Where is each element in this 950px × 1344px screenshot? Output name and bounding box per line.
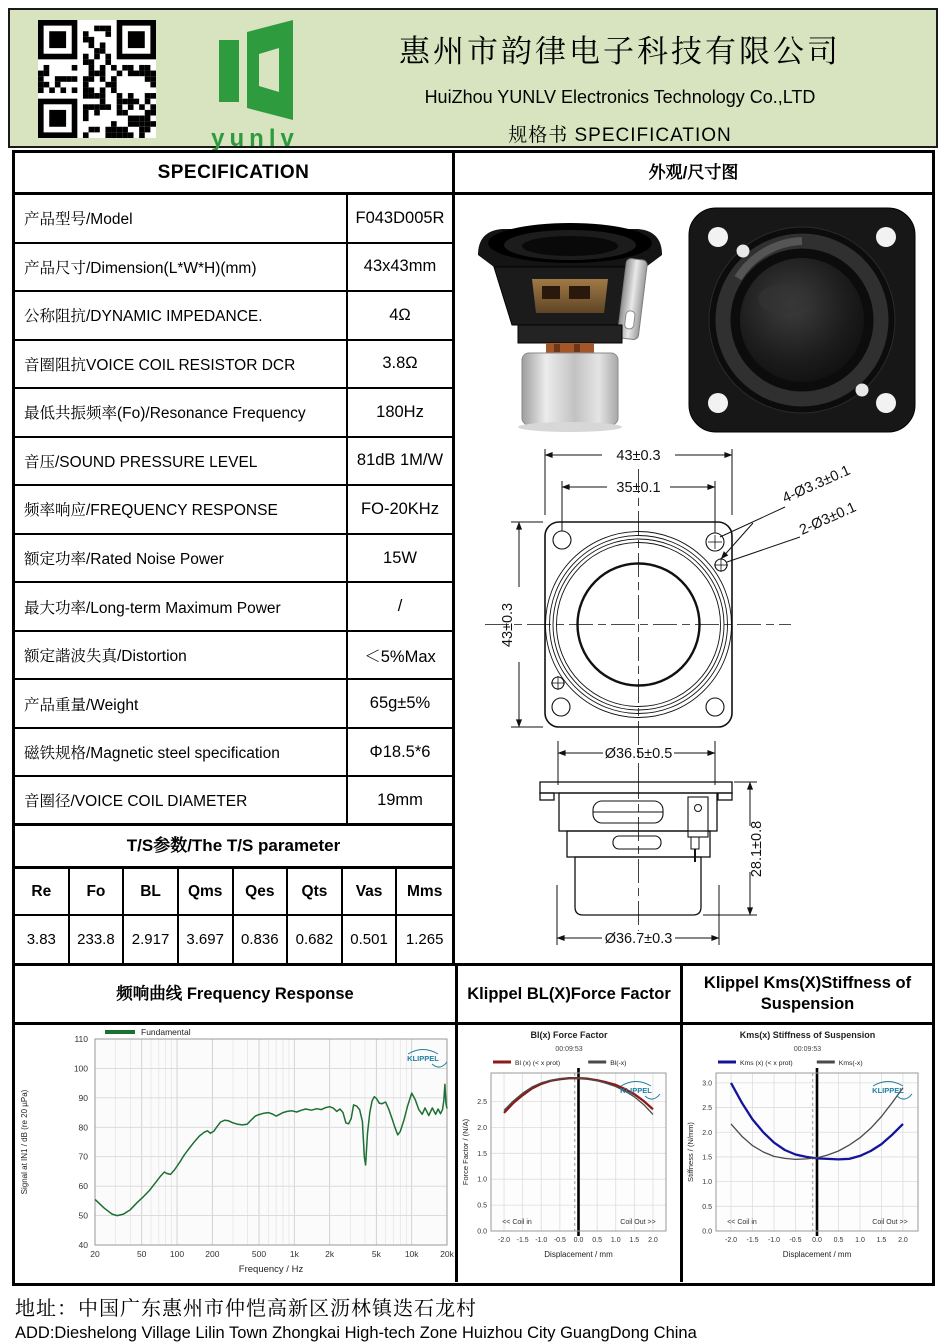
coil-out-label: Coil Out >> bbox=[872, 1219, 908, 1226]
qr-module bbox=[150, 121, 156, 127]
row-label: 音圈径/VOICE COIL DIAMETER bbox=[24, 793, 248, 811]
x-axis-label: Displacement / mm bbox=[544, 1250, 613, 1259]
qr-module bbox=[38, 87, 44, 93]
ts-header: Qes bbox=[234, 869, 289, 916]
qr-module bbox=[134, 71, 140, 77]
legend-label: Kms (x) (< x prot) bbox=[740, 1060, 793, 1067]
callout-pilot-holes: 2-Ø3±0.1 bbox=[797, 499, 859, 539]
ts-header: Qms bbox=[179, 869, 234, 916]
qr-module bbox=[83, 59, 89, 65]
ts-value: 0.501 bbox=[343, 916, 398, 963]
y-tick-label: 0.0 bbox=[477, 1228, 487, 1236]
company-name-cn: 惠州市韵律电子科技有限公司 bbox=[399, 34, 841, 69]
qr-module bbox=[139, 116, 145, 122]
row-label: 额定功率/Rated Noise Power bbox=[24, 551, 224, 569]
qr-module bbox=[150, 110, 156, 116]
qr-module bbox=[100, 104, 106, 110]
x-tick-label: 500 bbox=[251, 1249, 267, 1259]
qr-module bbox=[83, 110, 89, 116]
qr-module bbox=[83, 93, 89, 99]
qr-module bbox=[100, 48, 106, 54]
qr-module bbox=[111, 121, 117, 127]
bl-force-factor-panel bbox=[458, 966, 683, 1282]
frequency-response-panel bbox=[15, 966, 458, 1282]
qr-module bbox=[94, 26, 100, 32]
y-tick-label: 1.5 bbox=[477, 1150, 487, 1158]
qr-module bbox=[44, 82, 50, 88]
qr-module bbox=[89, 42, 95, 48]
table-row bbox=[15, 729, 452, 778]
ts-parameter-table bbox=[15, 869, 452, 963]
side-view-dim-labels bbox=[605, 821, 765, 947]
qr-module bbox=[134, 116, 140, 122]
qr-module bbox=[89, 65, 95, 71]
logo-wordmark: yunlv bbox=[211, 125, 299, 152]
qr-module bbox=[150, 71, 156, 77]
company-logo bbox=[200, 18, 310, 152]
qr-module bbox=[100, 76, 106, 82]
qr-module bbox=[38, 82, 44, 88]
qr-module bbox=[150, 76, 156, 82]
qr-module bbox=[145, 116, 151, 122]
qr-module bbox=[134, 121, 140, 127]
frequency-response-chart bbox=[15, 1025, 455, 1282]
table-row bbox=[15, 583, 452, 632]
qr-module bbox=[89, 37, 95, 43]
qr-module bbox=[111, 82, 117, 88]
qr-module bbox=[83, 31, 89, 37]
qr-module bbox=[83, 104, 89, 110]
side-view-drawing bbox=[540, 775, 732, 931]
qr-module bbox=[139, 132, 145, 138]
company-name-en: HuiZhou YUNLV Electronics Technology Co.,LTD bbox=[424, 87, 816, 107]
qr-module bbox=[139, 127, 145, 133]
ts-value: 3.697 bbox=[179, 916, 234, 963]
specification-panel bbox=[15, 153, 455, 963]
row-value: 180Hz bbox=[346, 389, 452, 436]
table-row bbox=[15, 777, 452, 826]
x-tick-label: 0.0 bbox=[573, 1237, 584, 1244]
ts-value: 2.917 bbox=[124, 916, 179, 963]
main-content-box bbox=[12, 150, 935, 1286]
qr-module bbox=[38, 71, 44, 77]
qr-module bbox=[83, 76, 89, 82]
bl-chart-title: Klippel BL(X)Force Factor bbox=[458, 966, 680, 1025]
qr-module bbox=[38, 76, 44, 82]
qr-module bbox=[105, 132, 111, 138]
qr-code bbox=[38, 20, 156, 138]
table-row bbox=[15, 389, 452, 438]
qr-module bbox=[100, 71, 106, 77]
kms-stiffness-chart bbox=[683, 1025, 932, 1282]
y-tick-label: 2.5 bbox=[477, 1098, 487, 1106]
qr-module bbox=[83, 37, 89, 43]
kms-stiffness-panel bbox=[683, 966, 932, 1282]
dimension-drawing bbox=[455, 445, 932, 963]
company-header bbox=[8, 8, 938, 152]
table-row bbox=[15, 195, 452, 244]
y-tick-label: 100 bbox=[73, 1063, 88, 1074]
row-value: ＜5%Max bbox=[346, 632, 452, 679]
ts-parameter-title: T/S参数/The T/S parameter bbox=[15, 826, 452, 869]
qr-module bbox=[44, 65, 50, 71]
qr-module bbox=[111, 65, 117, 71]
table-row bbox=[15, 486, 452, 535]
qr-module bbox=[117, 99, 123, 105]
qr-module bbox=[105, 127, 111, 133]
qr-module bbox=[117, 132, 123, 138]
table-row bbox=[15, 680, 452, 729]
product-photos bbox=[455, 195, 932, 445]
qr-module bbox=[145, 65, 151, 71]
address-en: ADD:Dieshelong Village Lilin Town Zhongkai High-tech Zone Huizhou City GuangDong China bbox=[15, 1324, 697, 1342]
x-tick-label: 100 bbox=[169, 1249, 185, 1259]
qr-module bbox=[89, 59, 95, 65]
footer-address bbox=[15, 1292, 935, 1343]
qr-module bbox=[94, 71, 100, 77]
row-label: 频率响应/FREQUENCY RESPONSE bbox=[24, 502, 278, 520]
qr-module bbox=[150, 104, 156, 110]
bl-force-factor-chart bbox=[458, 1025, 680, 1282]
ts-header: Fo bbox=[70, 869, 125, 916]
y-axis-label: Signal at IN1 / dB (re 20 µPa) bbox=[20, 1089, 29, 1195]
dim-bottom-label: Ø36.7±0.3 bbox=[604, 931, 673, 947]
dim-cone-label: Ø36.5±0.5 bbox=[604, 746, 673, 762]
x-tick-label: 2k bbox=[325, 1249, 335, 1259]
ts-header: Re bbox=[15, 869, 70, 916]
qr-module bbox=[100, 87, 106, 93]
row-label: 最大功率/Long-term Maximum Power bbox=[24, 599, 281, 617]
qr-module bbox=[117, 110, 123, 116]
qr-module bbox=[128, 132, 134, 138]
side-photo-shapes bbox=[478, 223, 662, 432]
y-axis-label: Stiffness / (N/mm) bbox=[686, 1122, 695, 1182]
y-tick-label: 2.0 bbox=[702, 1129, 712, 1137]
x-tick-label: 0.5 bbox=[592, 1237, 602, 1244]
y-tick-label: 3.0 bbox=[702, 1080, 712, 1088]
qr-module bbox=[117, 93, 123, 99]
qr-module bbox=[145, 127, 151, 133]
ts-value: 1.265 bbox=[405, 931, 444, 948]
x-tick-label: 10k bbox=[404, 1249, 419, 1259]
row-label: 产品尺寸/Dimension(L*W*H)(mm) bbox=[24, 259, 257, 277]
address-cn: 地址：中国广东惠州市仲恺高新区沥林镇迭石龙村 bbox=[15, 1298, 477, 1320]
qr-module bbox=[100, 65, 106, 71]
row-label: 音圈阻抗VOICE COIL RESISTOR DCR bbox=[24, 356, 296, 374]
qr-module bbox=[55, 82, 61, 88]
x-tick-label: -1.0 bbox=[535, 1237, 548, 1244]
qr-module bbox=[94, 93, 100, 99]
qr-module bbox=[83, 132, 89, 138]
y-tick-label: 40 bbox=[78, 1240, 88, 1250]
x-axis-label: Frequency / Hz bbox=[238, 1264, 304, 1275]
legend-label: Bl (x) (< x prot) bbox=[515, 1060, 561, 1067]
row-label: 公称阻抗/DYNAMIC IMPEDANCE. bbox=[24, 308, 263, 326]
chart-subtitle: 00:09:53 bbox=[793, 1046, 822, 1053]
qr-module bbox=[128, 116, 134, 122]
x-tick-label: -2.0 bbox=[498, 1237, 511, 1244]
qr-module bbox=[100, 26, 106, 32]
row-label: 产品重量/Weight bbox=[24, 696, 139, 714]
qr-module bbox=[83, 87, 89, 93]
qr-module bbox=[139, 104, 145, 110]
ts-header: Vas bbox=[343, 869, 398, 916]
x-axis-label: Displacement / mm bbox=[782, 1250, 852, 1259]
qr-module bbox=[122, 132, 128, 138]
row-label: 磁铁规格/Magnetic steel specification bbox=[24, 745, 280, 763]
table-row bbox=[15, 535, 452, 584]
qr-module bbox=[44, 71, 50, 77]
coil-in-label: << Coil in bbox=[502, 1219, 532, 1226]
y-tick-label: 0.5 bbox=[477, 1202, 487, 1210]
qr-module bbox=[105, 104, 111, 110]
ts-header: Qts bbox=[288, 869, 343, 916]
dim-height-label: 43±0.3 bbox=[500, 602, 516, 648]
coil-in-label: << Coil in bbox=[727, 1219, 757, 1226]
qr-module bbox=[117, 127, 123, 133]
qr-module bbox=[89, 127, 95, 133]
header-text bbox=[320, 10, 920, 146]
spec-table bbox=[15, 195, 452, 826]
qr-module bbox=[111, 127, 117, 133]
qr-module bbox=[111, 132, 117, 138]
qr-module bbox=[100, 99, 106, 105]
qr-module bbox=[122, 110, 128, 116]
qr-module bbox=[150, 82, 156, 88]
speaker-side-photo bbox=[470, 203, 670, 438]
qr-module bbox=[94, 110, 100, 116]
x-tick-label: 200 bbox=[205, 1249, 220, 1259]
table-row bbox=[15, 632, 452, 681]
appearance-panel bbox=[455, 153, 932, 963]
speaker-front-photo bbox=[686, 203, 918, 438]
y-tick-label: 110 bbox=[74, 1034, 88, 1044]
coil-out-label: Coil Out >> bbox=[620, 1219, 656, 1226]
qr-module bbox=[94, 127, 100, 133]
ts-header: BL bbox=[124, 869, 179, 916]
y-tick-label: 70 bbox=[78, 1151, 88, 1162]
qr-module bbox=[139, 71, 145, 77]
qr-module bbox=[94, 104, 100, 110]
klippel-logo: KLIPPEL bbox=[872, 1086, 904, 1095]
qr-module bbox=[128, 121, 134, 127]
qr-module bbox=[105, 26, 111, 32]
x-tick-label: -2.0 bbox=[725, 1237, 738, 1244]
qr-module bbox=[145, 121, 151, 127]
row-value: 4Ω bbox=[346, 292, 452, 339]
chart-title: Bl(x) Force Factor bbox=[530, 1030, 608, 1040]
qr-module bbox=[117, 71, 123, 77]
row-value: 81dB 1M/W bbox=[346, 438, 452, 485]
y-tick-label: 1.5 bbox=[702, 1154, 712, 1162]
qr-module bbox=[100, 93, 106, 99]
qr-module bbox=[60, 76, 66, 82]
qr-module bbox=[89, 104, 95, 110]
qr-module bbox=[100, 42, 106, 48]
kms-chart-title: Klippel Kms(X)Stiffness of Suspension bbox=[683, 966, 932, 1025]
y-tick-label: 50 bbox=[78, 1210, 88, 1221]
spec-table-title: SPECIFICATION bbox=[15, 153, 452, 195]
qr-module bbox=[105, 54, 111, 60]
qr-module bbox=[105, 59, 111, 65]
ts-value: 0.682 bbox=[288, 916, 343, 963]
y-tick-label: 2.5 bbox=[702, 1105, 712, 1113]
dim-side-height-label: 28.1±0.8 bbox=[749, 820, 765, 878]
qr-module bbox=[145, 99, 151, 105]
qr-module bbox=[128, 71, 134, 77]
qr-module bbox=[128, 99, 134, 105]
speaker-logo-icon bbox=[205, 18, 305, 122]
x-tick-label: 1k bbox=[289, 1249, 299, 1259]
qr-module bbox=[72, 76, 78, 82]
y-tick-label: 2.0 bbox=[477, 1124, 487, 1132]
front-photo-shapes bbox=[689, 208, 915, 432]
plot-area bbox=[95, 1039, 447, 1245]
x-tick-label: -1.5 bbox=[746, 1237, 759, 1244]
qr-module bbox=[49, 87, 55, 93]
qr-module bbox=[89, 87, 95, 93]
y-tick-label: 80 bbox=[78, 1122, 88, 1133]
qr-module bbox=[105, 82, 111, 88]
row-value: FO-20KHz bbox=[346, 486, 452, 533]
qr-module bbox=[117, 104, 123, 110]
qr-module bbox=[139, 65, 145, 71]
x-tick-label: 1.5 bbox=[876, 1237, 887, 1244]
chart-title: Kms(x) Stiffness of Suspension bbox=[739, 1030, 876, 1040]
klippel-logo: KLIPPEL bbox=[407, 1054, 439, 1063]
x-tick-label: 2.0 bbox=[898, 1237, 908, 1244]
qr-module bbox=[128, 93, 134, 99]
x-tick-label: -1.5 bbox=[516, 1237, 529, 1244]
legend-label: Bl(-x) bbox=[610, 1060, 627, 1067]
qr-module bbox=[83, 54, 89, 60]
row-label: 额定諧波失真/Distortion bbox=[24, 648, 187, 666]
y-axis-label: Force Factor / (N/A) bbox=[461, 1118, 470, 1186]
row-value: Φ18.5*6 bbox=[346, 729, 452, 776]
x-tick-label: 0.5 bbox=[833, 1237, 844, 1244]
chart-subtitle: 00:09:53 bbox=[555, 1046, 583, 1053]
legend-label: Fundamental bbox=[141, 1027, 191, 1037]
x-tick-label: -1.0 bbox=[767, 1237, 781, 1244]
legend-label: Kms(-x) bbox=[838, 1060, 863, 1067]
y-tick-label: 0.5 bbox=[702, 1203, 712, 1211]
x-tick-label: 1.0 bbox=[610, 1237, 621, 1244]
qr-module bbox=[145, 76, 151, 82]
row-value: 65g±5% bbox=[346, 680, 452, 727]
qr-module bbox=[150, 93, 156, 99]
qr-module bbox=[94, 54, 100, 60]
qr-module bbox=[60, 87, 66, 93]
callout-mount-holes: 4-Ø3.3±0.1 bbox=[780, 462, 853, 507]
x-tick-label: 1.0 bbox=[855, 1237, 865, 1244]
qr-module bbox=[72, 65, 78, 71]
qr-module bbox=[55, 76, 61, 82]
qr-module bbox=[128, 65, 134, 71]
qr-module bbox=[72, 87, 78, 93]
y-tick-label: 60 bbox=[78, 1181, 88, 1192]
qr-module bbox=[134, 99, 140, 105]
dim-width-label: 43±0.3 bbox=[616, 448, 661, 464]
qr-module bbox=[128, 104, 134, 110]
qr-module bbox=[122, 65, 128, 71]
x-tick-label: 5k bbox=[371, 1249, 381, 1259]
fr-chart-title: 频响曲线 Frequency Response bbox=[15, 966, 455, 1025]
qr-module bbox=[139, 121, 145, 127]
doc-type-title: 规格书 SPECIFICATION bbox=[508, 125, 732, 146]
qr-module bbox=[111, 76, 117, 82]
x-tick-label: -0.5 bbox=[789, 1237, 802, 1244]
qr-module bbox=[122, 99, 128, 105]
table-row bbox=[15, 438, 452, 487]
x-tick-label: -0.5 bbox=[553, 1237, 566, 1244]
dim-hole-span-label: 35±0.1 bbox=[616, 480, 661, 496]
x-tick-label: 1.5 bbox=[629, 1237, 640, 1244]
table-row bbox=[15, 341, 452, 390]
row-value: / bbox=[346, 583, 452, 630]
qr-module bbox=[89, 93, 95, 99]
qr-module bbox=[122, 127, 128, 133]
x-tick-label: 20 bbox=[90, 1249, 100, 1259]
row-label: 音压/SOUND PRESSURE LEVEL bbox=[24, 453, 258, 471]
row-value: 19mm bbox=[346, 777, 452, 823]
x-tick-label: 50 bbox=[136, 1249, 147, 1259]
qr-module bbox=[89, 76, 95, 82]
row-label: 产品型号/Model bbox=[24, 211, 133, 229]
ts-value: 233.8 bbox=[70, 916, 125, 963]
qr-module bbox=[145, 71, 151, 77]
qr-module bbox=[145, 93, 151, 99]
y-tick-label: 1.0 bbox=[477, 1176, 487, 1184]
ts-value: 0.836 bbox=[234, 916, 289, 963]
qr-module bbox=[83, 116, 89, 122]
ts-header: Mms bbox=[397, 869, 452, 916]
qr-module bbox=[66, 76, 72, 82]
qr-module bbox=[83, 82, 89, 88]
y-tick-label: 0.0 bbox=[702, 1228, 712, 1236]
x-tick-label: 0.0 bbox=[812, 1237, 822, 1244]
ts-value: 3.83 bbox=[15, 916, 70, 963]
qr-module bbox=[145, 110, 151, 116]
qr-module bbox=[111, 87, 117, 93]
upper-section bbox=[15, 153, 932, 963]
klippel-logo: KLIPPEL bbox=[620, 1086, 652, 1095]
front-view-drawing bbox=[485, 469, 791, 775]
charts-section bbox=[15, 963, 932, 1282]
x-tick-label: 2.0 bbox=[648, 1237, 658, 1244]
row-value: 43x43mm bbox=[346, 244, 452, 291]
qr-module bbox=[89, 71, 95, 77]
row-value: 3.8Ω bbox=[346, 341, 452, 388]
appearance-title: 外观/尺寸图 bbox=[455, 153, 932, 195]
row-value: 15W bbox=[346, 535, 452, 582]
table-row bbox=[15, 244, 452, 293]
row-value: F043D005R bbox=[346, 195, 452, 242]
y-tick-label: 1.0 bbox=[702, 1179, 712, 1187]
table-row bbox=[15, 292, 452, 341]
y-tick-label: 90 bbox=[78, 1092, 88, 1103]
x-tick-label: 20k bbox=[440, 1249, 454, 1259]
qr-module bbox=[105, 31, 111, 37]
qr-module bbox=[94, 48, 100, 54]
front-view-dim-labels bbox=[500, 448, 859, 762]
row-label: 最低共振频率(Fo)/Resonance Frequency bbox=[24, 405, 306, 423]
